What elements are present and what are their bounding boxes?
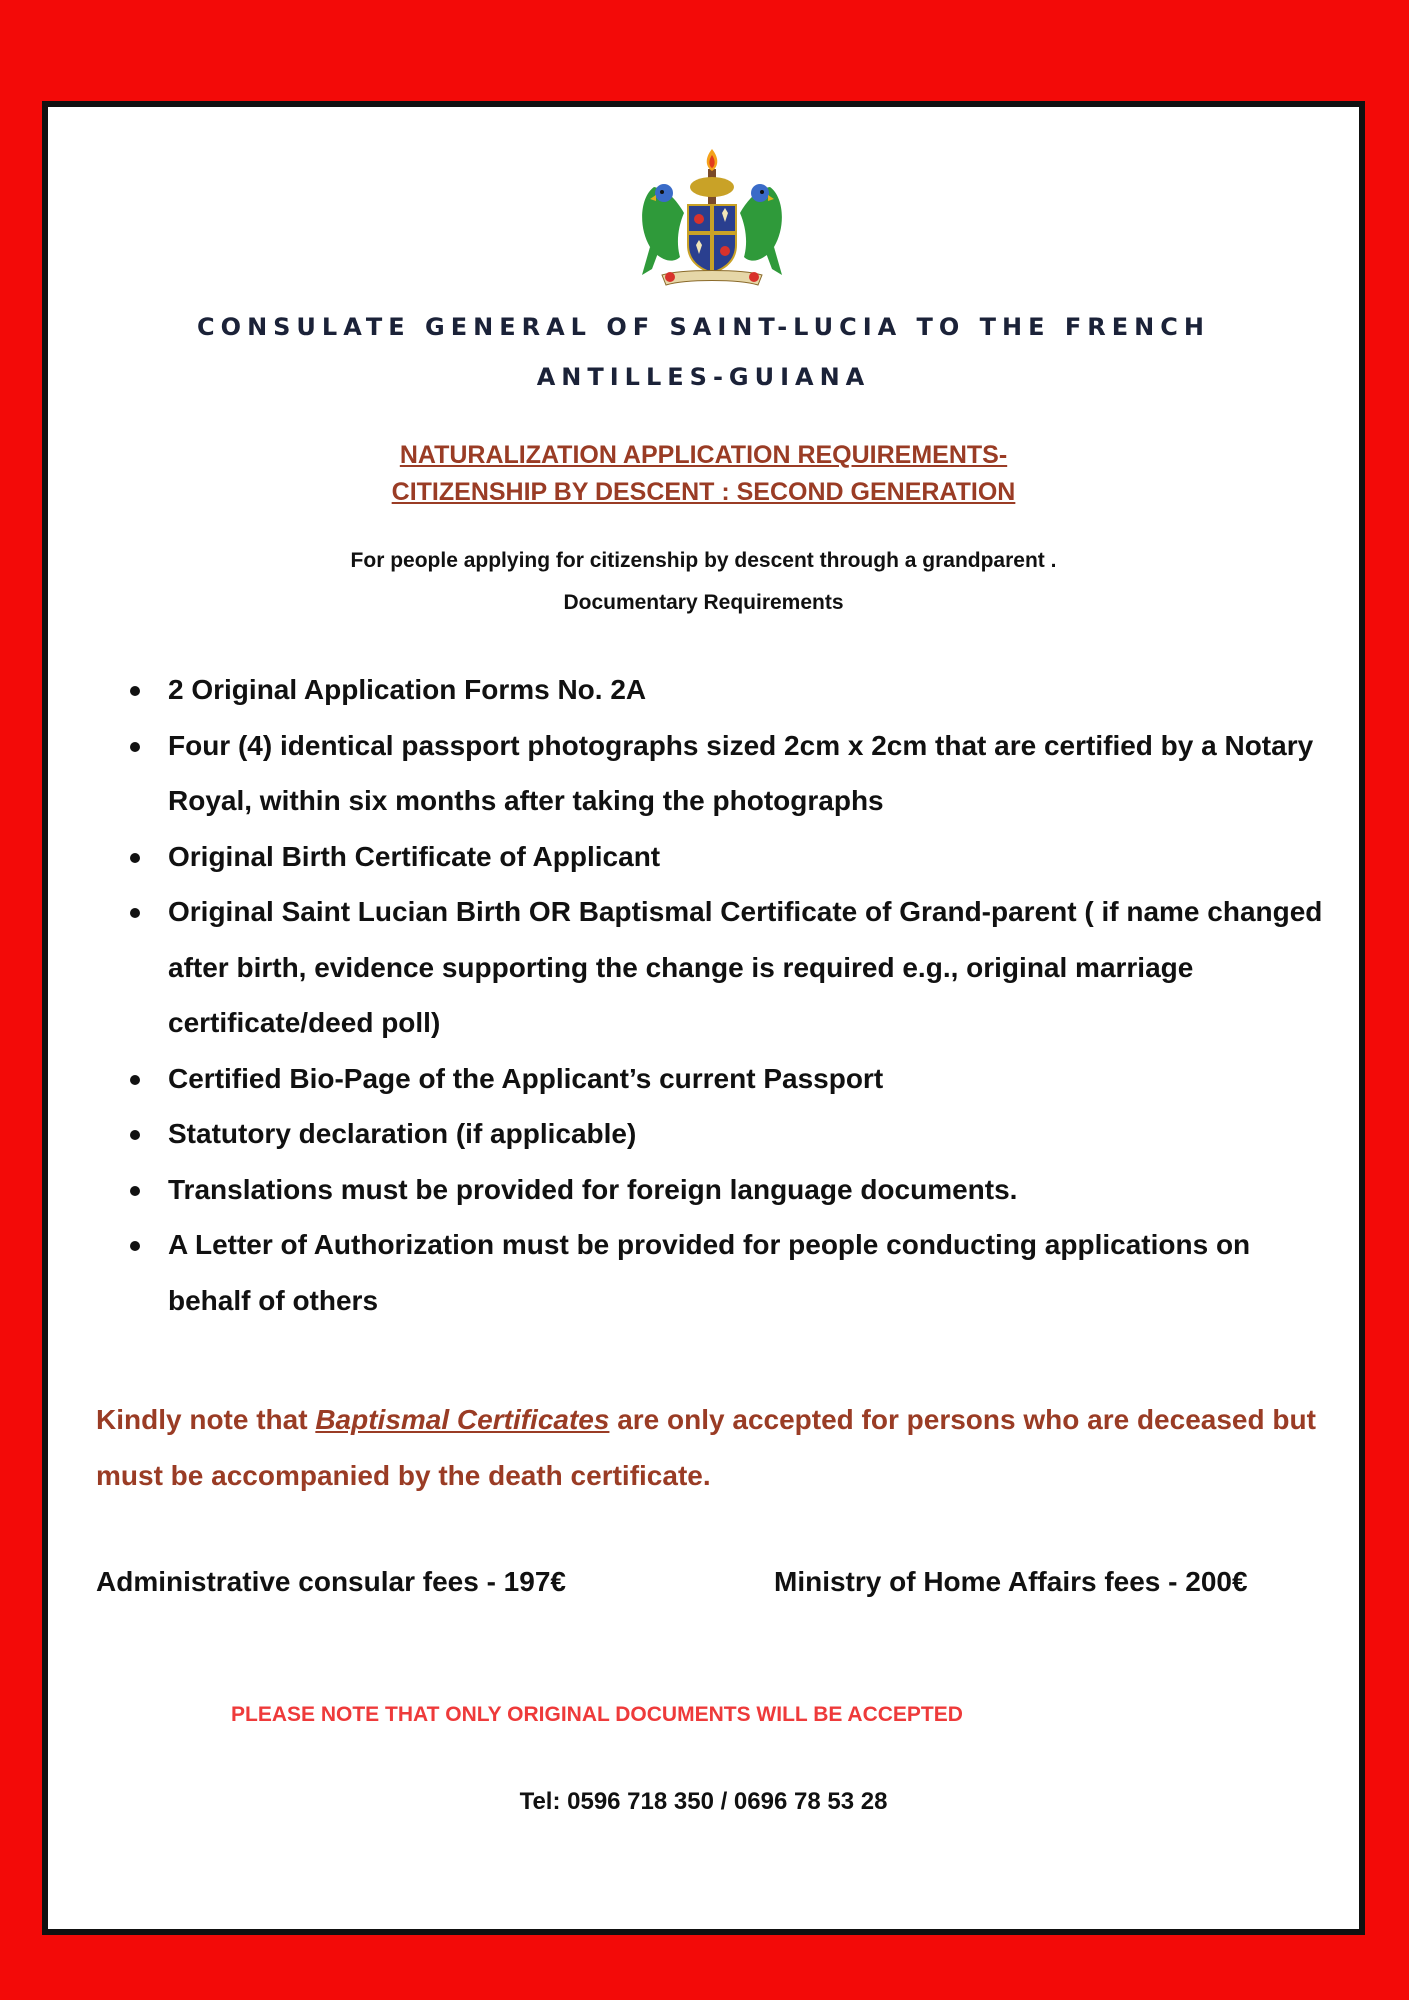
consulate-title-line1: CONSULATE GENERAL OF SAINT-LUCIA TO THE FRENCH [197, 313, 1210, 341]
requirement-item: Certified Bio-Page of the Applicant’s current Passport [110, 1051, 1340, 1107]
originals-notice: PLEASE NOTE THAT ONLY ORIGINAL DOCUMENTS WILL BE ACCEPTED [231, 1703, 963, 1726]
requirement-item: Original Saint Lucian Birth OR Baptismal Certificate of Grand-parent ( if name changed after birth, evidence supporting the change is required e.g., original marriage certificate/deed poll) [110, 884, 1340, 1051]
note-prefix: Kindly note that [96, 1404, 316, 1435]
subtitle-line1: NATURALIZATION APPLICATION REQUIREMENTS- [399, 441, 1008, 469]
consular-fee: Administrative consular fees - 197€ [96, 1566, 566, 1597]
subtitle-line2: CITIZENSHIP BY DESCENT : SECOND GENERATION [391, 478, 1016, 506]
intro-line2: Documentary Requirements [563, 591, 844, 614]
requirements-list [110, 662, 1340, 1328]
document-page [42, 101, 1365, 1935]
ministry-fee: Ministry of Home Affairs fees - 200€ [774, 1566, 1248, 1597]
document-subtitle [48, 437, 1359, 511]
note-suffix: are only accepted for persons who are deceased but must be accompanied by the death certificate. [96, 1404, 1316, 1491]
note-emphasis: Baptismal Certificates [315, 1404, 610, 1435]
requirement-item: Four (4) identical passport photographs sized 2cm x 2cm that are certified by a Notary Royal, within six months after taking the photographs [110, 718, 1340, 829]
baptismal-note [96, 1392, 1326, 1504]
consulate-title-line2: ANTILLES-GUIANA [536, 363, 871, 391]
intro-text [48, 540, 1359, 624]
intro-line1: For people applying for citizenship by descent through a grandparent . [350, 549, 1057, 572]
saint-lucia-coat-of-arms-icon [632, 147, 792, 289]
consulate-header [48, 302, 1359, 402]
requirement-item: Statutory declaration (if applicable) [110, 1106, 1340, 1162]
requirement-item: 2 Original Application Forms No. 2A [110, 662, 1340, 718]
requirement-item: A Letter of Authorization must be provided for people conducting applications on behalf of others [110, 1217, 1340, 1328]
contact-telephone: Tel: 0596 718 350 / 0696 78 53 28 [519, 1788, 888, 1815]
requirement-item: Original Birth Certificate of Applicant [110, 829, 1340, 885]
requirement-item: Translations must be provided for foreign language documents. [110, 1162, 1340, 1218]
